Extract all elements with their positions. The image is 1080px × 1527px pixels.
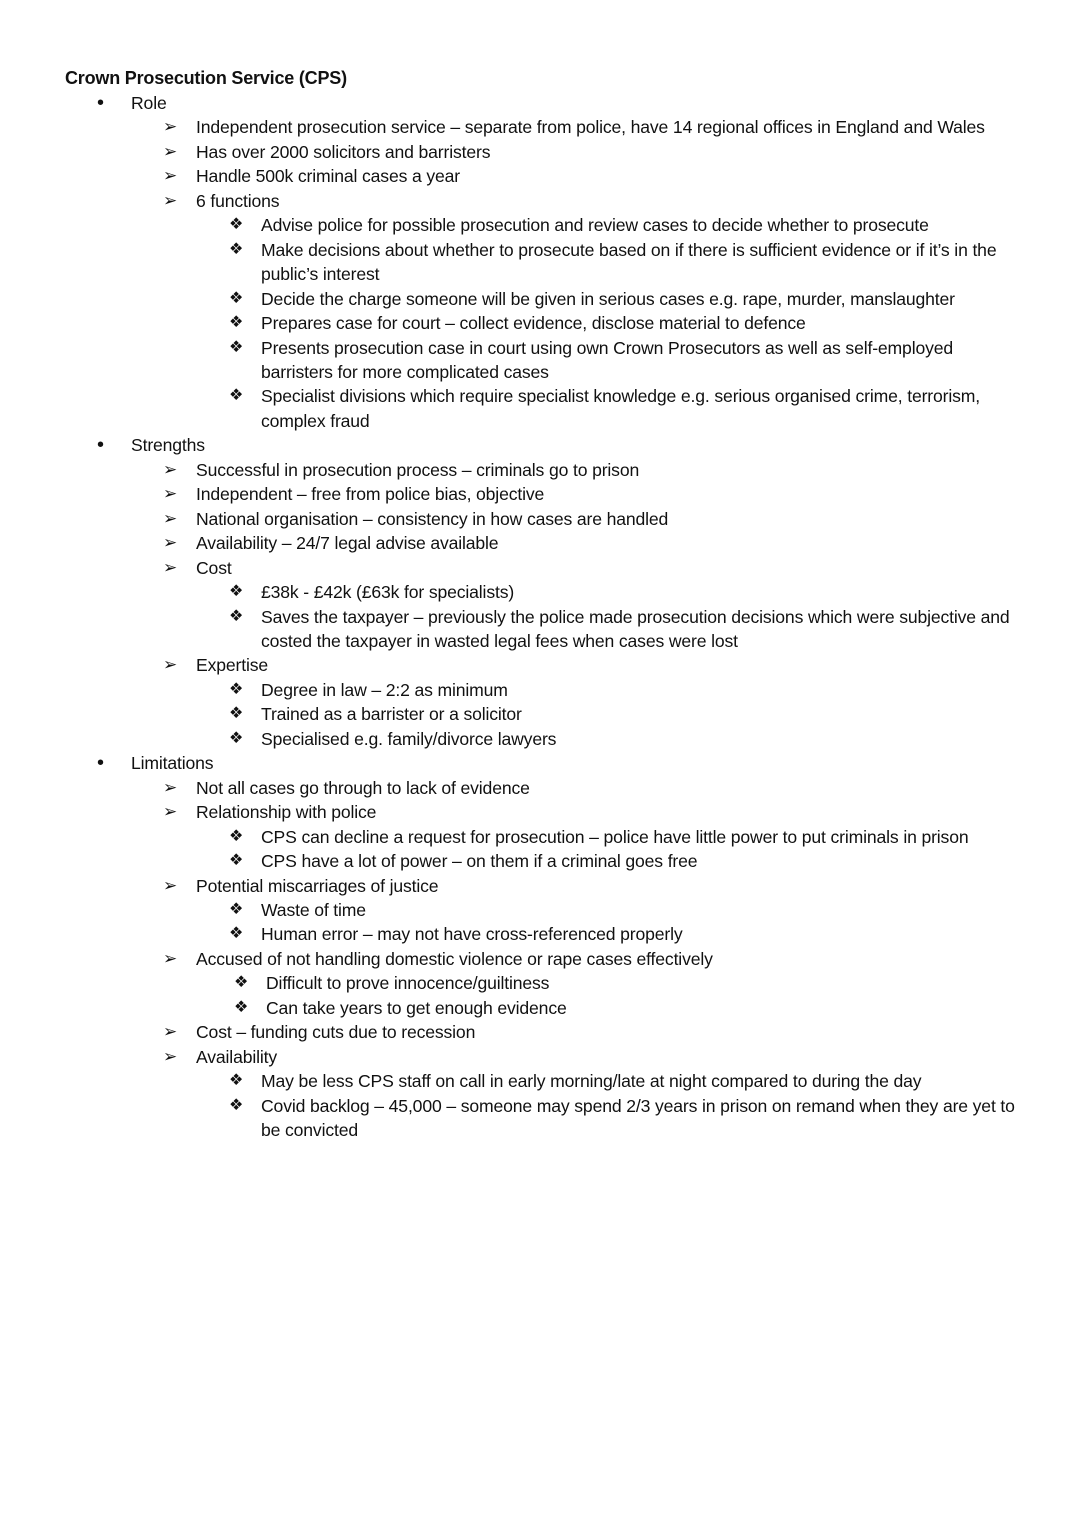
- diamond-bullet-icon: ❖: [229, 1072, 244, 1090]
- arrow-bullet-icon: ➢: [163, 533, 178, 553]
- point-row: [0, 1020, 1080, 1044]
- subpoint-item: [0, 996, 1080, 1020]
- section-limitations: [0, 751, 1080, 1142]
- section-heading: [0, 433, 1080, 457]
- point-row: [0, 115, 1080, 139]
- point-text: 6 functions: [196, 190, 280, 211]
- point-row: [0, 164, 1080, 188]
- subpoint-list: [0, 898, 1080, 947]
- subpoint-text: Waste of time: [261, 899, 366, 920]
- point-item: [0, 531, 1080, 555]
- diamond-bullet-icon: ❖: [229, 240, 244, 258]
- bullet-dot-icon: •: [97, 752, 104, 775]
- arrow-bullet-icon: ➢: [163, 1046, 178, 1066]
- diamond-bullet-icon: ❖: [229, 1096, 244, 1114]
- point-item: [0, 776, 1080, 800]
- subpoint-item: [0, 678, 1080, 702]
- subpoint-row: [0, 336, 1080, 385]
- subpoint-text: Can take years to get enough evidence: [266, 997, 567, 1018]
- subpoint-text: Presents prosecution case in court using own Crown Prosecutors as well as self-employed barristers for more complicated cases: [261, 337, 954, 382]
- section-list: [0, 91, 1080, 1142]
- diamond-bullet-icon: ❖: [229, 852, 244, 870]
- point-text: Cost: [196, 557, 232, 578]
- point-text: Independent – free from police bias, objective: [196, 484, 545, 505]
- point-row: [0, 140, 1080, 164]
- section-strengths: [0, 433, 1080, 751]
- subpoint-row: [0, 213, 1080, 237]
- point-row: [0, 947, 1080, 971]
- diamond-bullet-icon: ❖: [229, 680, 244, 698]
- point-item: [0, 189, 1080, 434]
- subpoint-text: Specialist divisions which require specialist knowledge e.g. serious organised crime, terrorism, complex fraud: [261, 386, 980, 431]
- subpoint-row: [0, 678, 1080, 702]
- section-label: Role: [131, 93, 167, 113]
- arrow-bullet-icon: ➢: [163, 166, 178, 186]
- subpoint-row: [0, 287, 1080, 311]
- subpoint-text: Prepares case for court – collect evidence, disclose material to defence: [261, 313, 806, 334]
- arrow-bullet-icon: ➢: [163, 190, 178, 210]
- subpoint-text: Difficult to prove innocence/guiltiness: [266, 973, 550, 994]
- subpoint-text: Covid backlog – 45,000 – someone may spend 2/3 years in prison on remand when they are yet to be convicted: [261, 1095, 1015, 1141]
- arrow-bullet-icon: ➢: [163, 557, 178, 577]
- diamond-bullet-icon: ❖: [229, 583, 244, 601]
- point-list: [0, 115, 1080, 433]
- point-text: Successful in prosecution process – criminals go to prison: [196, 459, 640, 480]
- arrow-bullet-icon: ➢: [163, 141, 178, 161]
- point-row: [0, 556, 1080, 580]
- subpoint-row: [0, 996, 1080, 1020]
- point-text: Expertise: [196, 655, 268, 676]
- arrow-bullet-icon: ➢: [163, 508, 178, 528]
- point-item: [0, 1045, 1080, 1143]
- subpoint-text: CPS have a lot of power – on them if a criminal goes free: [261, 851, 698, 872]
- diamond-bullet-icon: ❖: [229, 925, 244, 943]
- point-row: [0, 482, 1080, 506]
- point-item: [0, 874, 1080, 947]
- subpoint-item: [0, 311, 1080, 335]
- subpoint-text: Trained as a barrister or a solicitor: [261, 704, 522, 725]
- subpoint-item: [0, 336, 1080, 385]
- subpoint-list: [0, 1069, 1080, 1142]
- subpoint-text: Specialised e.g. family/divorce lawyers: [261, 728, 557, 749]
- subpoint-text: Make decisions about whether to prosecute based on if there is sufficient evidence or if it’s in the public’s interest: [261, 239, 997, 285]
- point-text: Availability – 24/7 legal advise available: [196, 533, 499, 554]
- subpoint-row: [0, 922, 1080, 946]
- diamond-bullet-icon: ❖: [229, 216, 244, 234]
- subpoint-item: [0, 238, 1080, 287]
- subpoint-item: [0, 580, 1080, 604]
- point-row: [0, 653, 1080, 677]
- subpoint-row: [0, 727, 1080, 751]
- section-label: Limitations: [131, 753, 214, 774]
- subpoint-text: Human error – may not have cross-referenced properly: [261, 924, 683, 945]
- subpoint-row: [0, 1069, 1080, 1093]
- arrow-bullet-icon: ➢: [163, 117, 178, 137]
- point-item: [0, 482, 1080, 506]
- subpoint-item: [0, 849, 1080, 873]
- subpoint-row: [0, 580, 1080, 604]
- arrow-bullet-icon: ➢: [163, 484, 178, 504]
- diamond-bullet-icon: ❖: [229, 289, 244, 307]
- diamond-bullet-icon: ❖: [229, 705, 244, 723]
- subpoint-text: £38k - £42k (£63k for specialists): [261, 582, 515, 603]
- point-text: Handle 500k criminal cases a year: [196, 166, 460, 187]
- arrow-bullet-icon: ➢: [163, 875, 178, 895]
- arrow-bullet-icon: ➢: [163, 777, 178, 797]
- point-item: [0, 653, 1080, 751]
- subpoint-row: [0, 971, 1080, 995]
- point-text: Independent prosecution service – separate from police, have 14 regional offices in England and Wales: [196, 117, 985, 138]
- point-row: [0, 507, 1080, 531]
- subpoint-item: [0, 825, 1080, 849]
- subpoint-row: [0, 311, 1080, 335]
- point-item: [0, 1020, 1080, 1044]
- section-heading: [0, 91, 1080, 115]
- diamond-bullet-icon: ❖: [234, 974, 249, 992]
- diamond-bullet-icon: ❖: [229, 314, 244, 332]
- point-row: [0, 531, 1080, 555]
- point-item: [0, 947, 1080, 1020]
- subpoint-item: [0, 702, 1080, 726]
- point-item: [0, 556, 1080, 654]
- arrow-bullet-icon: ➢: [163, 948, 178, 968]
- subpoint-row: [0, 849, 1080, 873]
- arrow-bullet-icon: ➢: [163, 1022, 178, 1042]
- bullet-dot-icon: •: [97, 434, 104, 457]
- subpoint-item: [0, 1069, 1080, 1093]
- subpoint-text: Saves the taxpayer – previously the police made prosecution decisions which were subjective and costed the taxpayer in wasted legal fees when cases were lost: [261, 606, 1010, 651]
- subpoint-list: [0, 213, 1080, 433]
- arrow-bullet-icon: ➢: [163, 459, 178, 479]
- subpoint-list: [0, 580, 1080, 653]
- point-text: Accused of not handling domestic violence or rape cases effectively: [196, 948, 713, 969]
- diamond-bullet-icon: ❖: [229, 729, 244, 747]
- bullet-dot-icon: •: [97, 92, 104, 114]
- subpoint-row: [0, 605, 1080, 654]
- subpoint-row: [0, 238, 1080, 287]
- arrow-bullet-icon: ➢: [163, 655, 178, 675]
- point-item: [0, 164, 1080, 188]
- subpoint-list: [0, 678, 1080, 751]
- subpoint-item: [0, 898, 1080, 922]
- point-row: [0, 458, 1080, 482]
- subpoint-text: May be less CPS staff on call in early morning/late at night compared to during the day: [261, 1071, 922, 1092]
- point-item: [0, 115, 1080, 139]
- subpoint-item: [0, 727, 1080, 751]
- point-row: [0, 874, 1080, 898]
- diamond-bullet-icon: ❖: [229, 338, 244, 356]
- subpoint-item: [0, 1094, 1080, 1143]
- subpoint-row: [0, 702, 1080, 726]
- diamond-bullet-icon: ❖: [229, 607, 244, 625]
- arrow-bullet-icon: ➢: [163, 802, 178, 822]
- document-body: [0, 91, 1080, 1142]
- point-row: [0, 1045, 1080, 1069]
- section-label: Strengths: [131, 435, 205, 456]
- subpoint-item: [0, 213, 1080, 237]
- point-text: Availability: [196, 1046, 277, 1067]
- section-heading: [0, 751, 1080, 775]
- subpoint-row: [0, 898, 1080, 922]
- diamond-bullet-icon: ❖: [234, 998, 249, 1016]
- subpoint-item: [0, 971, 1080, 995]
- subpoint-item: [0, 605, 1080, 654]
- subpoint-item: [0, 922, 1080, 946]
- point-text: Relationship with police: [196, 802, 377, 823]
- subpoint-list: [0, 971, 1080, 1020]
- point-item: [0, 140, 1080, 164]
- subpoint-text: Advise police for possible prosecution and review cases to decide whether to prosecute: [261, 215, 929, 236]
- subpoint-text: Decide the charge someone will be given in serious cases e.g. rape, murder, manslaughter: [261, 288, 955, 309]
- point-row: [0, 800, 1080, 824]
- diamond-bullet-icon: ❖: [229, 900, 244, 918]
- point-row: [0, 776, 1080, 800]
- point-row: [0, 189, 1080, 213]
- point-text: Not all cases go through to lack of evidence: [196, 777, 530, 798]
- subpoint-row: [0, 825, 1080, 849]
- point-text: Cost – funding cuts due to recession: [196, 1022, 476, 1043]
- point-item: [0, 800, 1080, 873]
- subpoint-list: [0, 825, 1080, 874]
- subpoint-text: Degree in law – 2:2 as minimum: [261, 679, 508, 700]
- point-text: Has over 2000 solicitors and barristers: [196, 141, 491, 162]
- subpoint-item: [0, 384, 1080, 433]
- diamond-bullet-icon: ❖: [229, 387, 244, 405]
- point-text: National organisation – consistency in how cases are handled: [196, 508, 669, 529]
- subpoint-text: CPS can decline a request for prosecution – police have little power to put criminals in prison: [261, 826, 969, 847]
- point-item: [0, 507, 1080, 531]
- diamond-bullet-icon: ❖: [229, 827, 244, 845]
- section-role: [0, 91, 1080, 433]
- point-list: [0, 776, 1080, 1143]
- point-text: Potential miscarriages of justice: [196, 875, 439, 896]
- subpoint-row: [0, 1094, 1080, 1143]
- subpoint-item: [0, 287, 1080, 311]
- point-item: [0, 458, 1080, 482]
- subpoint-row: [0, 384, 1080, 433]
- point-list: [0, 458, 1080, 751]
- document-title: Crown Prosecution Service (CPS): [65, 68, 347, 88]
